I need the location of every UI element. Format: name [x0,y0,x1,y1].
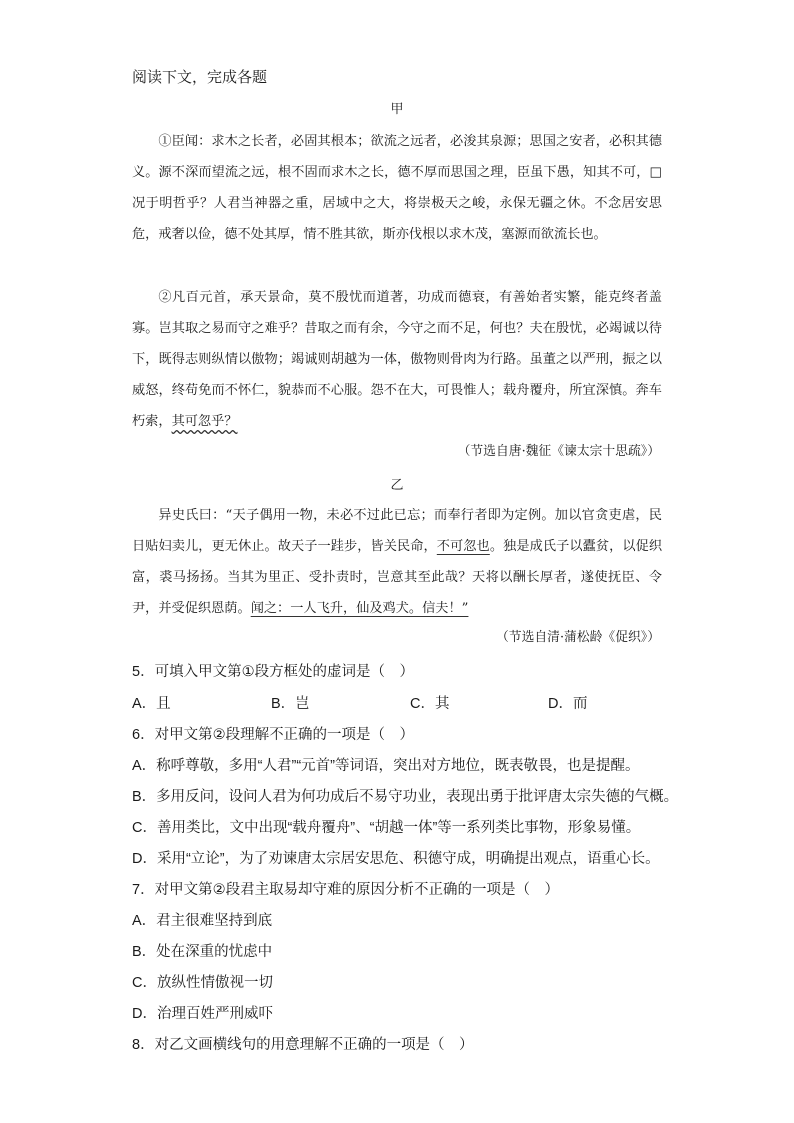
question-5-options [132,692,612,712]
option-a[interactable]: A．且 [132,696,171,712]
option-a[interactable]: A．称呼尊敬，多用“人君”“元首”等词语，突出对方地位，既表敬畏，也是提醒。 [132,758,640,774]
instruction: 阅读下文，完成各题 [132,69,268,86]
question-7-stem: 7．对甲文第②段君主取易却守难的原因分析不正确的一项是（ ） [132,882,560,898]
option-c[interactable]: C．放纵性情傲视一切 [132,975,273,991]
passage-yi-source: （节选自清·蒲松龄《促织》） [495,630,660,645]
paragraph-body: 异史氏曰：“天子偶用一物，未必不过此已忘；而奉行者即为定例。加以官贪吏虐，民日贴妇卖儿，更无休止。故天子一跬步，皆关民命， [132,508,662,554]
underlined-phrase: 不可忽也 [436,539,490,554]
passage-jia-paragraph-1 [132,126,662,250]
paragraph-body: 。独是成氏子以蠹贫，以促织富，裘马扬扬。当其为里正、受扑责时，岂意其至此哉？天将以酬长厚者，遂使抚臣、令尹，并受促织恩荫。 [132,539,663,616]
option-c[interactable]: C．其 [410,696,450,712]
option-d[interactable]: D．而 [548,696,588,712]
underlined-sentence: 闻之：一人飞升，仙及鸡犬。信夫！” [250,601,469,616]
paragraph-text [132,282,662,437]
question-8-stem: 8．对乙文画横线句的用意理解不正确的一项是（ ） [132,1037,474,1053]
passage-jia-paragraph-2 [132,282,662,437]
paragraph-body: ②凡百元首，承天景命，莫不殷忧而道著，功成而德衰，有善始者实繁，能克终者盖寡。岂其取之易而守之难乎？昔取之而有余，今守之而不足，何也？夫在殷忧，必竭诚以待下，既得志则纵情以傲物；竭诚则胡越为一体，傲物则骨肉为行路。虽董之以严刑，振之以威怒，终苟免而不怀仁，貌恭而不心服。怨不在大，可畏惟人；载舟覆舟，所宜深慎。奔车朽索， [132,290,662,429]
option-b[interactable]: B．多用反问，设问人君为何功成后不易守功业，表现出勇于批评唐太宗失德的气概。 [132,789,679,805]
option-a[interactable]: A．君主很难坚持到底 [132,913,273,929]
passage-yi-title: 乙 [390,478,404,493]
passage-jia-source: （节选自唐·魏征《谏太宗十思疏》） [457,444,660,459]
paragraph-text [132,500,662,624]
question-5-stem: 5．可填入甲文第①段方框处的虚词是（ ） [132,664,415,680]
wavy-underlined-phrase: 其可忽乎？ [171,414,238,429]
option-d[interactable]: D．采用“立论”，为了劝谏唐太宗居安思危、积德守成，明确提出观点，语重心长。 [132,851,660,867]
paragraph-text: ①臣闻：求木之长者，必固其根本；欲流之远者，必浚其泉源；思国之安者，必积其德义。源不深而望流之远，根不固而求木之长，德不厚而思国之理，臣虽下愚，知其不可，□况于明哲乎？人君当神器之重，居域中之大，将崇极天之峻，永保无疆之休。不念居安思危，戒奢以俭，德不处其厚，情不胜其欲，斯亦伐根以求木茂，塞源而欲流长也。 [132,134,662,242]
question-6-stem: 6．对甲文第②段理解不正确的一项是（ ） [132,727,415,743]
option-b[interactable]: B．岂 [271,696,310,712]
option-d[interactable]: D．治理百姓严刑威吓 [132,1006,273,1022]
option-c[interactable]: C．善用类比，文中出现“载舟覆舟”、“胡越一体”等一系列类比事物，形象易懂。 [132,820,641,836]
option-b[interactable]: B．处在深重的忧虑中 [132,944,273,960]
passage-yi-paragraph [132,500,662,624]
passage-jia-title: 甲 [390,102,404,117]
